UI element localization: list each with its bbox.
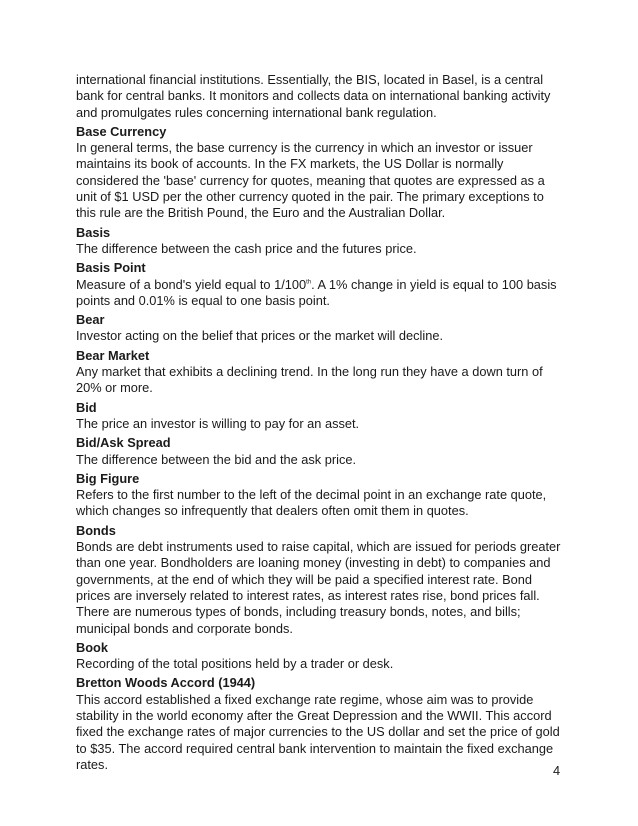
glossary-entry-book [76, 640, 566, 673]
glossary-definition [76, 277, 566, 310]
ordinal-superscript: th [306, 279, 312, 286]
glossary-definition: The price an investor is willing to pay for an asset. [76, 415, 360, 431]
glossary-term: Basis Point [76, 260, 146, 276]
glossary-entry-bonds [76, 523, 566, 637]
glossary-definition: This accord established a fixed exchange rate regime, whose aim was to provide stability in the world economy after the Great Depression and the WWII. This accord fixed the exchange rates of major currencies to the US dollar and set the price of gold to $35. The accord required central bank intervention to maintain the fixed exchange rates. [76, 691, 560, 772]
glossary-term: Bonds [76, 522, 116, 538]
glossary-definition: In general terms, the base currency is the currency in which an investor or issuer maintains its book of accounts. In the FX markets, the US Dollar is normally considered the 'base' currency for quotes, meaning that quotes are expressed as a unit of $1 USD per the other currency quoted in the pair. The primary exceptions to this rule are the British Pound, the Euro and the Australian Dollar. [76, 140, 545, 221]
glossary-term: Book [76, 639, 108, 655]
definition-text-end: . A 1% change in yield is equal to 100 basis points and 0.01% is equal to one basis point. [76, 276, 557, 308]
glossary-entry-bear [76, 312, 566, 345]
glossary-entry-bid [76, 400, 566, 433]
glossary-definition: Refers to the first number to the left of the decimal point in an exchange rate quote, which changes so infrequently that dealers often omit them in quotes. [76, 487, 547, 519]
page-number: 4 [553, 763, 561, 778]
glossary-term: Bid/Ask Spread [76, 435, 171, 451]
glossary-entry-bid-ask-spread [76, 435, 566, 468]
glossary-term: Bid [76, 399, 97, 415]
glossary-term: Bear [76, 312, 105, 328]
glossary-entry-basis-point [76, 260, 566, 309]
glossary-entry-big-figure [76, 471, 566, 520]
glossary-definition: The difference between the bid and the ask price. [76, 451, 357, 467]
glossary-entry-bear-market [76, 348, 566, 397]
glossary-term: Base Currency [76, 123, 167, 139]
definition-text-start: Measure of a bond's yield equal to 1/100 [76, 276, 307, 292]
glossary-term: Basis [76, 224, 111, 240]
glossary-term: Bretton Woods Accord (1944) [76, 675, 256, 691]
glossary-entry-bretton-woods-accord [76, 675, 566, 773]
glossary-entry-base-currency [76, 124, 566, 222]
glossary-entry-basis [76, 225, 566, 258]
glossary-definition: Bonds are debt instruments used to raise capital, which are issued for periods greater than one year. Bondholders are loaning money (investing in debt) to companies and governments, at the end of which they will be paid a specified interest rate. Bond prices are inversely related to interest rates, as interest rates rise, bond prices fall. There are numerous types of bonds, including treasury bonds, notes, and bills; municipal bonds and corporate bonds. [76, 539, 561, 636]
document-page [76, 72, 566, 776]
glossary-definition: Investor acting on the belief that prices or the market will decline. [76, 328, 444, 344]
glossary-definition: Any market that exhibits a declining trend. In the long run they have a down turn of 20% or more. [76, 364, 543, 396]
glossary-definition: Recording of the total positions held by a trader or desk. [76, 656, 394, 672]
intro-paragraph: international financial institutions. Essentially, the BIS, located in Basel, is a central bank for central banks. It monitors and collects data on international banking activity and promulgates rules concerning international bank regulation. [76, 72, 551, 120]
glossary-term: Bear Market [76, 347, 150, 363]
glossary-definition: The difference between the cash price and the futures price. [76, 240, 417, 256]
glossary-term: Big Figure [76, 470, 140, 486]
